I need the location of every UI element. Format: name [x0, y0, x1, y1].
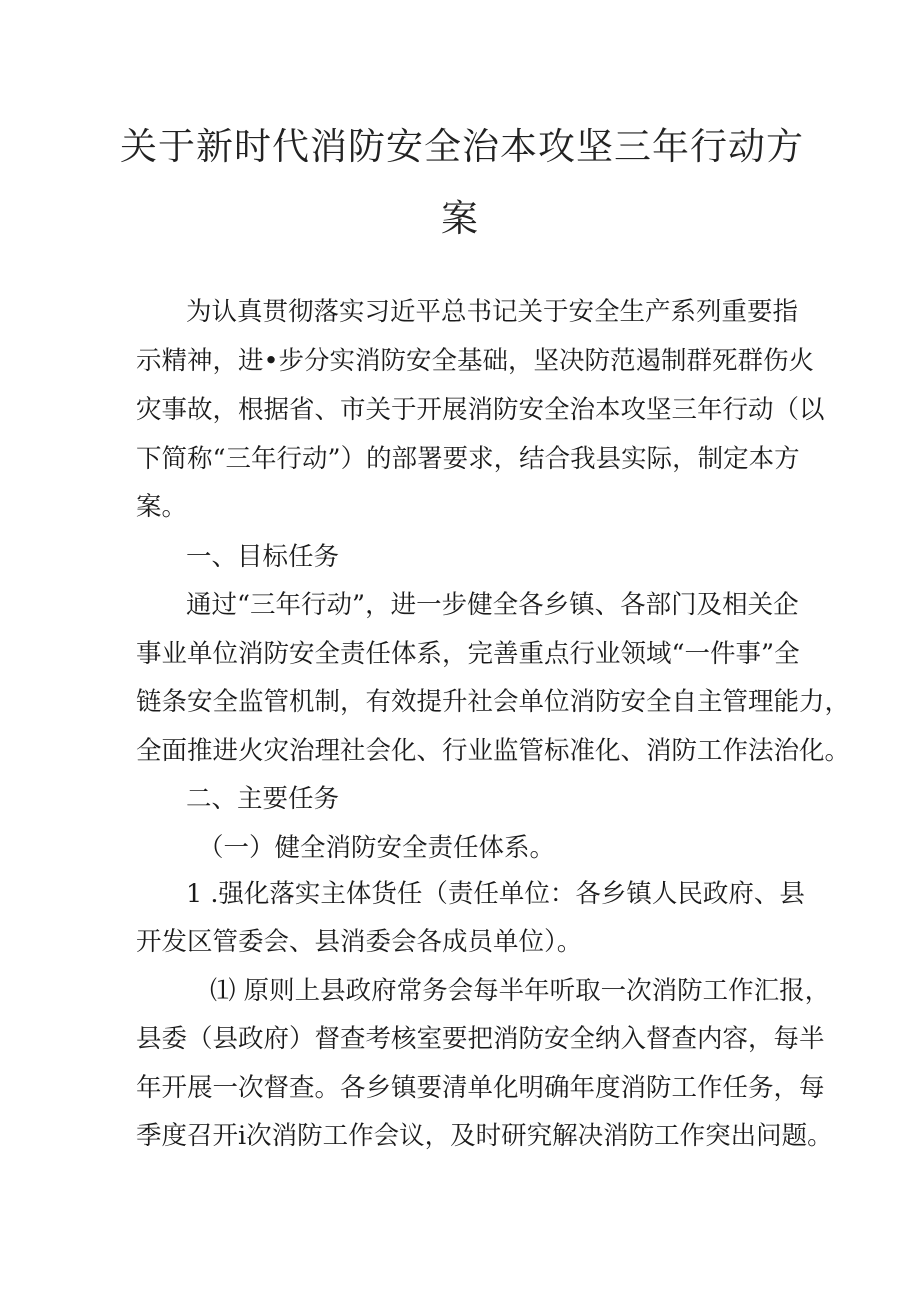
paragraph-line: 季度召开i次消防工作会议，及时研究解决消防工作突出问题。	[136, 1121, 833, 1151]
paragraph-line: 案。	[136, 492, 188, 522]
section-heading: 二、主要任务	[186, 784, 340, 814]
document-title-line1: 关于新时代消防安全治本攻坚三年行动方	[120, 125, 804, 168]
paragraph-line: 年开展一次督查。各乡镇要清单化明确年度消防工作任务，每	[136, 1073, 825, 1103]
section-heading: 一、目标任务	[186, 542, 340, 572]
paragraph-line: 下简称“三年行动”）的部署要求，结合我县实际，制定本方	[136, 444, 800, 474]
document-title-line2: 案	[441, 197, 479, 240]
subsection-heading: （一）健全消防安全责任体系。	[198, 833, 556, 863]
paragraph-line: ⑴ 原则上县政府常务会每半年听取一次消防工作汇报，	[210, 976, 831, 1006]
paragraph-line: 县委（县政府）督查考核室要把消防安全纳入督查内容，每半	[136, 1024, 825, 1054]
paragraph-line: 链条安全监管机制，有效提升社会单位消防安全自主管理能力，	[136, 687, 851, 717]
paragraph-line: 开发区管委会、县消委会各成员单位）。	[136, 927, 583, 957]
paragraph-line: 灾事故，根据省、市关于开展消防安全治本攻坚三年行动（以	[136, 395, 825, 425]
paragraph-line: 事业单位消防安全责任体系，完善重点行业领域“一件事”全	[136, 639, 800, 669]
paragraph-line: 示精神，进•步分实消防安全基础，坚决防范遏制群死群伤火	[136, 346, 815, 376]
paragraph-line: 为认真贯彻落实习近平总书记关于安全生产系列重要指	[186, 297, 799, 327]
paragraph-line: 全面推进火灾治理社会化、行业监管标准化、消防工作法治化。	[136, 736, 851, 766]
paragraph-line: 通过“三年行动”，进一步健全各乡镇、各部门及相关企	[186, 590, 799, 620]
item-heading: 1 .强化落实主体货任（责任单位：各乡镇人民政府、县	[186, 879, 805, 909]
